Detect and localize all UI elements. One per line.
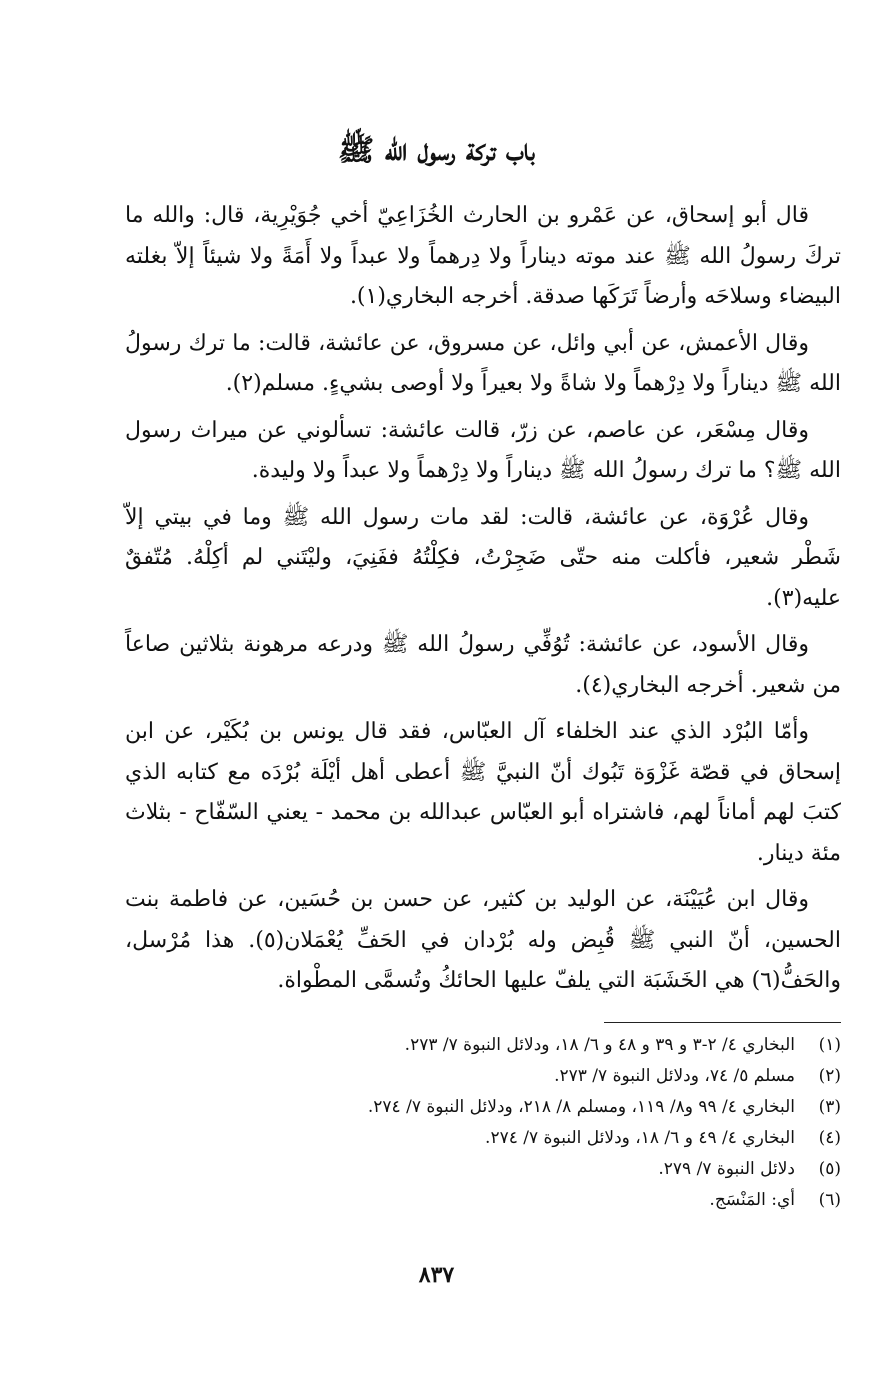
footnote-text: البخاري ٤/ ٢-٣ و ٣٩ و ٤٨ و ٦/ ١٨، ودلائل النبوة ٧/ ٢٧٣.: [404, 1035, 795, 1055]
paragraph: وأمّا البُرْد الذي عند الخلفاء آل العبّاس، فقد قال يونس بن بُكَيْر، عن ابن إسحاق في قصّة غَزْوَة تَبُوك أنّ النبيَّ ﷺ أعطى أهل أيْلَة بُرْدَه مع كتابه الذي كتبَ لهم أماناً لهم، فاشتراه أبو العبّاس عبدالله بن محمد - يعني السّفّاح - بثلاث مئة دينار.: [125, 719, 841, 866]
footnote: [160, 1030, 841, 1061]
footnote: [160, 1092, 841, 1123]
paragraph: وقال مِسْعَر، عن عاصم، عن زرّ، قالت عائشة: تسألوني عن ميراث رسول الله ﷺ؟ ما ترك رسولُ الله ﷺ ديناراً ولا دِرْهماً ولا عبداً ولا وليدة.: [125, 417, 841, 483]
chapter-title: باب تركة رسول الله ﷺ: [338, 133, 535, 168]
footnotes: [160, 1030, 841, 1216]
footnote: [160, 1154, 841, 1185]
page-number: ٨٣٧: [418, 1262, 455, 1288]
footnote-text: البخاري ٤/ ٩٩ و٨/ ١١٩، ومسلم ٨/ ٢١٨، ودلائل النبوة ٧/ ٢٧٤.: [367, 1097, 795, 1117]
paragraph: وقال ابن عُيَيْنَة، عن الوليد بن كثير، عن حسن بن حُسَين، عن فاطمة بنت الحسين، أنّ النبي ﷺ قُبِض وله بُرْدان في الحَفِّ يُعْمَلان(٥). هذا مُرْسل، والحَفُّ(٦) هي الخَشَبَة التي يلفّ عليها الحائكُ وتُسمَّى المطْواة.: [125, 887, 841, 993]
footnote-text: مسلم ٥/ ٧٤، ودلائل النبوة ٧/ ٢٧٣.: [554, 1066, 795, 1086]
footnote-number: (٦): [818, 1190, 841, 1210]
footnote-text: أي: المَنْسَج.: [709, 1190, 795, 1210]
footnote-number: (٥): [818, 1159, 841, 1179]
footnote-text: دلائل النبوة ٧/ ٢٧٩.: [658, 1159, 795, 1179]
footnote: [160, 1123, 841, 1154]
footnote-number: (١): [818, 1035, 841, 1055]
footnote-number: (٤): [818, 1128, 841, 1148]
footnote-divider: [604, 1022, 841, 1023]
main-text: [125, 196, 841, 1008]
footnote-number: (٢): [818, 1066, 841, 1086]
footnote-number: (٣): [818, 1097, 841, 1117]
paragraph: وقال الأسود، عن عائشة: تُوُفِّي رسولُ الله ﷺ ودرعه مرهونة بثلاثين صاعاً من شعير. أخرجه البخاري(٤).: [125, 632, 841, 698]
footnote-text: البخاري ٤/ ٤٩ و ٦/ ١٨، ودلائل النبوة ٧/ ٢٧٤.: [485, 1128, 795, 1148]
paragraph: قال أبو إسحاق، عن عَمْرو بن الحارث الخُزَاعِيّ أخي جُوَيْرِية، قال: والله ما تركَ رسولُ الله ﷺ عند موته ديناراً ولا دِرهماً ولا عبداً ولا أَمَةً ولا شيئاً إلاّ بغلته البيضاء وسلاحَه وأرضاً تَرَكَها صدقة. أخرجه البخاري(١).: [125, 203, 841, 309]
footnote: [160, 1185, 841, 1216]
paragraph: وقال عُرْوَة، عن عائشة، قالت: لقد مات رسول الله ﷺ وما في بيتي إلاّ شَطْر شعير، فأكلت منه حتّى ضَجِرْتُ، فكِلْتُهُ ففَنِيَ، وليْتَني لم أكِلْهُ. مُتّفقٌ عليه(٣).: [125, 504, 841, 611]
paragraph: وقال الأعمش، عن أبي وائل، عن مسروق، عن عائشة، قالت: ما ترك رسولُ الله ﷺ ديناراً ولا دِرْهماً ولا شاةً ولا بعيراً ولا أوصى بشيءٍ. مسلم(٢).: [125, 330, 841, 396]
footnote: [160, 1061, 841, 1092]
